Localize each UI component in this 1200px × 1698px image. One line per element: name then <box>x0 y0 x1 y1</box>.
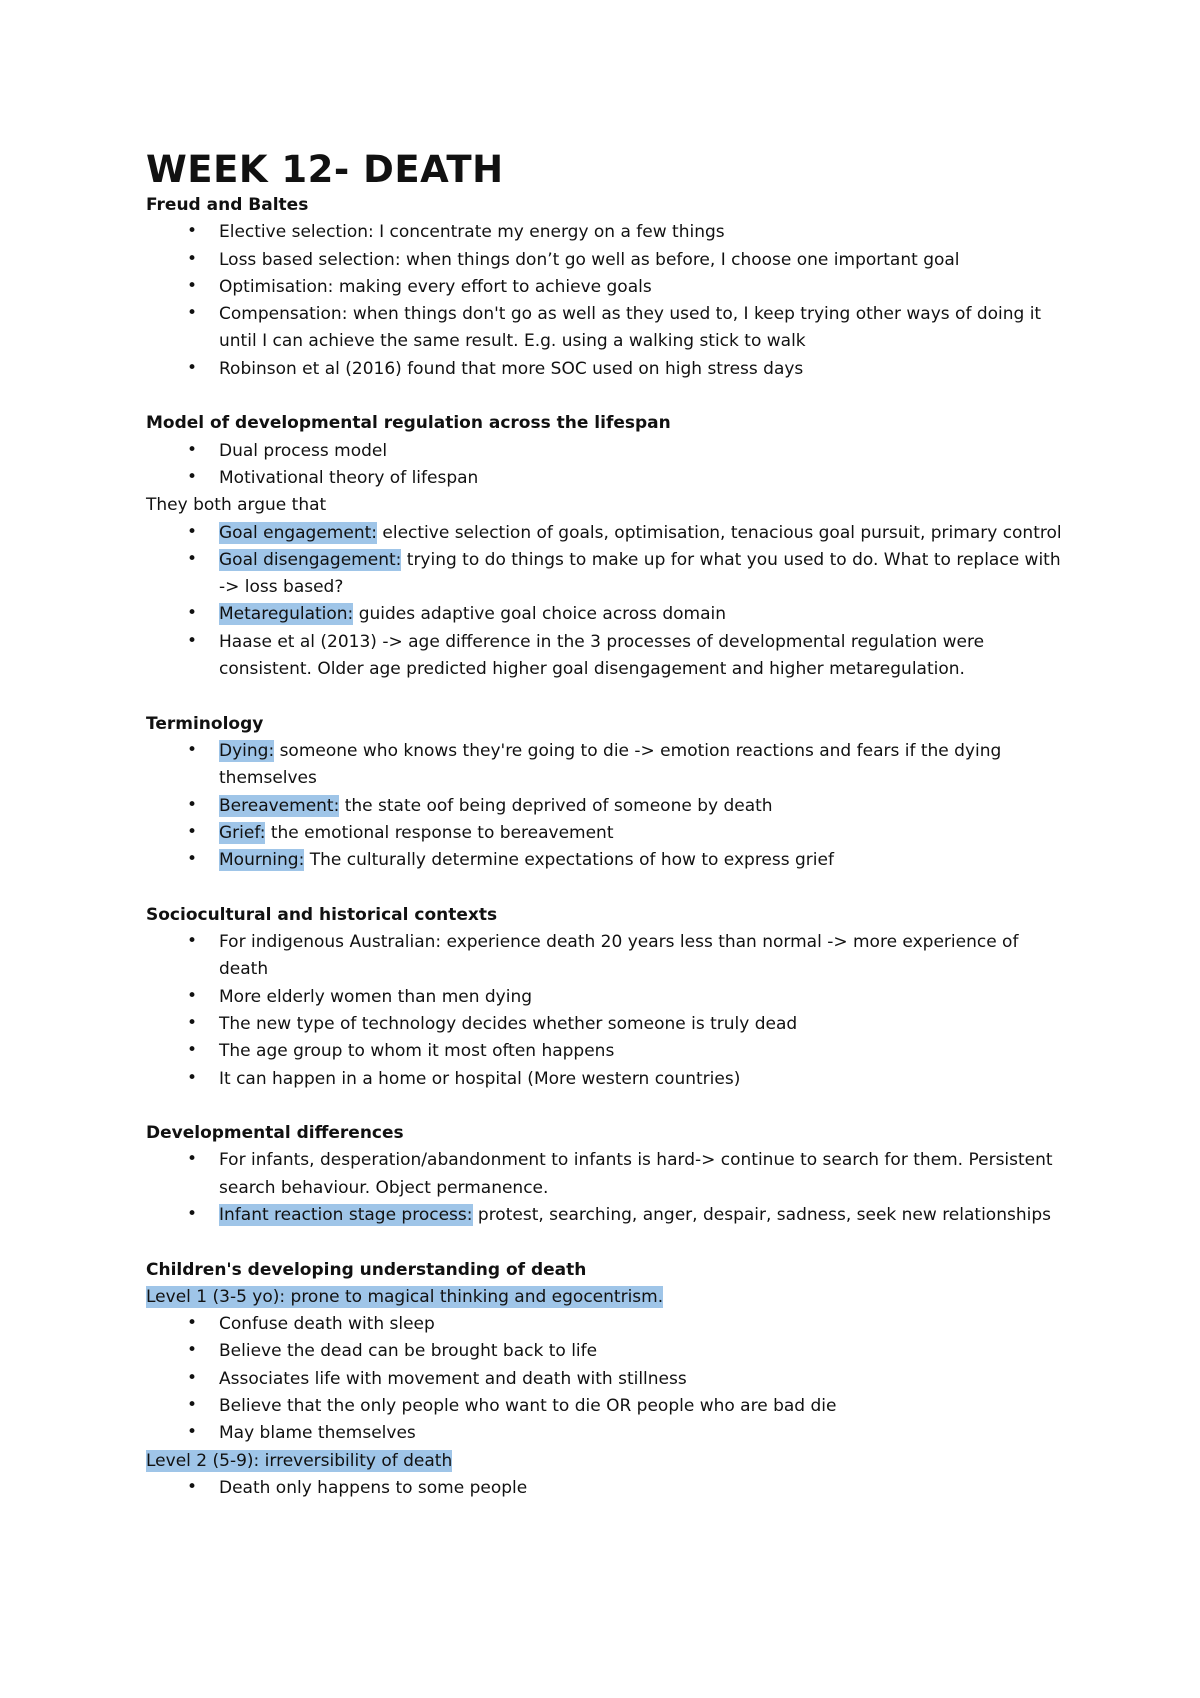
bullet-icon: • <box>186 739 198 760</box>
spacer <box>146 383 1066 410</box>
section-heading-developmental-differences: Developmental differences <box>146 1123 404 1144</box>
level-1-heading: Level 1 (3-5 yo): prone to magical thinking and egocentrism. <box>146 1286 664 1307</box>
list-item: • May blame themselves <box>186 1422 416 1444</box>
section-heading-developmental-regulation: Model of developmental regulation across the lifespan <box>146 413 671 434</box>
bullet-icon: • <box>186 1340 198 1361</box>
bullet-list-developmental-differences <box>146 1147 1066 1229</box>
list-item: • Metaregulation: guides adaptive goal choice across domain <box>186 603 726 625</box>
bullet-icon: • <box>186 1476 198 1497</box>
spacer <box>146 874 1066 901</box>
bullet-icon: • <box>186 1067 198 1088</box>
list-item: • For indigenous Australian: experience death 20 years less than normal -> more experience of death <box>186 931 1019 980</box>
list-item: • Haase et al (2013) -> age difference in the 3 processes of developmental regulation were consistent. Older age predicted higher goal disengagement and higher metaregulation. <box>186 630 985 680</box>
bullet-icon: • <box>186 1395 198 1416</box>
bullet-icon: • <box>186 1040 198 1061</box>
list-item: • Infant reaction stage process: protest, searching, anger, despair, sadness, seek new relationships <box>186 1203 1051 1225</box>
bullet-icon: • <box>186 603 198 624</box>
list-item: • Dual process model <box>186 439 388 461</box>
list-item: • Believe the dead can be brought back to life <box>186 1340 598 1362</box>
list-item: • Associates life with movement and death with stillness <box>186 1367 687 1389</box>
list-item: • Loss based selection: when things don’t go well as before, I choose one important goal <box>186 248 960 270</box>
bullet-icon: • <box>186 275 198 296</box>
list-item: • Confuse death with sleep <box>186 1313 435 1335</box>
list-item: • Compensation: when things don't go as well as they used to, I keep trying other ways of doing it until I can achieve the same result. E.g. using a walking stick to walk <box>186 303 1042 352</box>
list-item: • Death only happens to some people <box>186 1476 528 1498</box>
bullet-icon: • <box>186 1203 198 1224</box>
highlighted-term: Goal engagement: <box>219 522 377 543</box>
highlighted-term: Goal disengagement: <box>219 549 402 570</box>
highlighted-term: Metaregulation: <box>219 604 354 625</box>
spacer <box>146 683 1066 710</box>
bullet-icon: • <box>186 357 198 378</box>
bullet-list-regulation-processes <box>146 520 1066 684</box>
bullet-icon: • <box>186 630 198 651</box>
bullet-icon: • <box>186 1149 198 1170</box>
list-item: • Grief: the emotional response to bereavement <box>186 821 614 843</box>
list-item: • The new type of technology decides whether someone is truly dead <box>186 1012 798 1034</box>
level-2-heading: Level 2 (5-9): irreversibility of death <box>146 1450 453 1471</box>
list-item: • Goal engagement: elective selection of goals, optimisation, tenacious goal pursuit, primary control <box>186 521 1062 543</box>
bullet-icon: • <box>186 439 198 460</box>
bullet-list-freud-baltes <box>146 219 1066 383</box>
bullet-icon: • <box>186 985 198 1006</box>
list-item: • Mourning: The culturally determine expectations of how to express grief <box>186 849 834 871</box>
highlighted-term: Grief: <box>219 822 266 843</box>
bullet-icon: • <box>186 849 198 870</box>
list-item: • It can happen in a home or hospital (More western countries) <box>186 1067 741 1089</box>
bullet-icon: • <box>186 248 198 269</box>
list-item: • For infants, desperation/abandonment to infants is hard-> continue to search for them. Persistent search behaviour. Object permanence. <box>186 1149 1053 1198</box>
list-item: • Goal disengagement: trying to do things to make up for what you used to do. What to replace with -> loss based? <box>186 548 1061 598</box>
bullet-list-terminology <box>146 738 1066 874</box>
bullet-list-models <box>146 438 1066 493</box>
highlighted-term: Infant reaction stage process: <box>219 1204 473 1225</box>
section-heading-sociocultural: Sociocultural and historical contexts <box>146 904 498 925</box>
section-heading-freud-baltes: Freud and Baltes <box>146 195 309 215</box>
bullet-list-level-1 <box>146 1311 1066 1447</box>
list-item: • Motivational theory of lifespan <box>186 466 479 488</box>
document-body <box>146 148 1066 1502</box>
bullet-icon: • <box>186 548 198 569</box>
bullet-icon: • <box>186 821 198 842</box>
section-heading-terminology: Terminology <box>146 713 264 734</box>
highlighted-term: Dying: <box>219 740 275 761</box>
bullet-icon: • <box>186 1367 198 1388</box>
bullet-icon: • <box>186 1012 198 1033</box>
intro-text: They both argue that <box>146 495 327 516</box>
list-item: • Robinson et al (2016) found that more SOC used on high stress days <box>186 357 804 379</box>
bullet-list-level-2 <box>146 1475 1066 1502</box>
bullet-icon: • <box>186 521 198 542</box>
highlighted-term: Bereavement: <box>219 795 340 816</box>
bullet-list-sociocultural <box>146 929 1066 1093</box>
list-item: • Elective selection: I concentrate my energy on a few things <box>186 221 725 243</box>
list-item: • Believe that the only people who want to die OR people who are bad die <box>186 1395 837 1417</box>
spacer <box>146 1093 1066 1120</box>
section-heading-children-understanding: Children's developing understanding of death <box>146 1259 587 1280</box>
page-title: WEEK 12- DEATH <box>146 148 504 191</box>
bullet-icon: • <box>186 1313 198 1334</box>
bullet-icon: • <box>186 303 198 324</box>
list-item: • Bereavement: the state oof being deprived of someone by death <box>186 794 773 816</box>
bullet-icon: • <box>186 1422 198 1443</box>
list-item: • More elderly women than men dying <box>186 985 533 1007</box>
list-item: • Dying: someone who knows they're going to die -> emotion reactions and fears if the dying themselves <box>186 739 1002 789</box>
highlighted-term: Mourning: <box>219 850 305 871</box>
list-item: • Optimisation: making every effort to achieve goals <box>186 275 652 297</box>
spacer <box>146 1229 1066 1256</box>
list-item: • The age group to whom it most often happens <box>186 1040 615 1062</box>
bullet-icon: • <box>186 221 198 242</box>
bullet-icon: • <box>186 466 198 487</box>
bullet-icon: • <box>186 794 198 815</box>
bullet-icon: • <box>186 931 198 952</box>
